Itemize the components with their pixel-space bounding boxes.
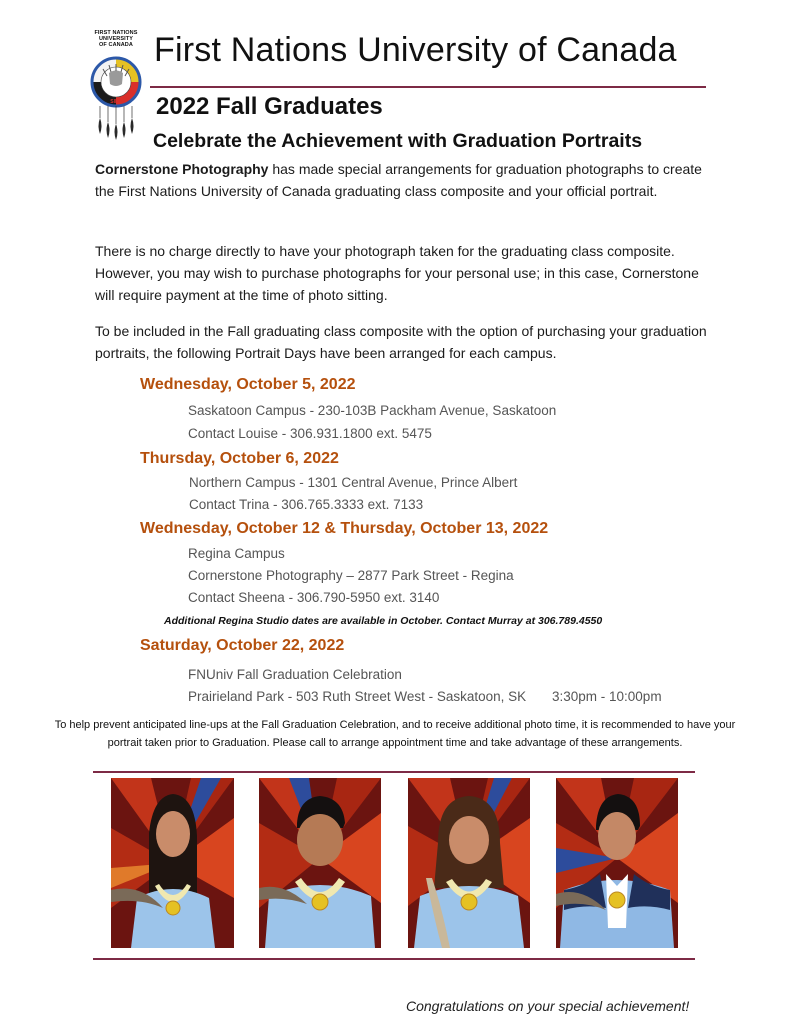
portrait-day-4-location: Prairieland Park - 503 Ruth Street West - Saskatoon, SK bbox=[188, 689, 527, 704]
portrait-day-4-time: 3:30pm - 10:00pm bbox=[552, 689, 662, 704]
portrait-day-3-contact: Contact Sheena - 306.790-5950 ext. 3140 bbox=[188, 590, 440, 605]
graduate-portrait-2 bbox=[259, 778, 381, 948]
graduate-portrait-4 bbox=[556, 778, 678, 948]
regina-studio-note: Additional Regina Studio dates are available in October. Contact Murray at 306.789.4550 bbox=[164, 615, 603, 627]
intro-paragraph-2: There is no charge directly to have your photograph taken for the graduating class composite. However, you may wish to purchase photographs for your personal use; in this case, Cornerstone will require payment at the time of photo sitting. bbox=[95, 243, 699, 303]
graduate-portrait-3 bbox=[408, 778, 530, 948]
intro-paragraph-3: To be included in the Fall graduating class composite with the option of purchasing your graduation portraits, the following Portrait Days have been arranged for each campus. bbox=[95, 323, 707, 361]
university-logo bbox=[88, 30, 144, 142]
logo-seal-text: SIFC bbox=[110, 99, 122, 105]
portrait-day-2-date: Thursday, October 6, 2022 bbox=[140, 450, 339, 467]
title-divider bbox=[150, 86, 706, 88]
photos-bottom-divider bbox=[93, 958, 695, 960]
portrait-day-1-date: Wednesday, October 5, 2022 bbox=[140, 376, 356, 393]
graduate-portrait-1 bbox=[111, 778, 234, 948]
logo-line-2: UNIVERSITY bbox=[98, 36, 133, 42]
portrait-day-2-contact: Contact Trina - 306.765.3333 ext. 7133 bbox=[189, 497, 424, 512]
portrait-day-2-location: Northern Campus - 1301 Central Avenue, Prince Albert bbox=[189, 475, 518, 490]
page-subtitle: Celebrate the Achievement with Graduation Portraits bbox=[153, 130, 643, 152]
portrait-day-3-location: Cornerstone Photography – 2877 Park Street - Regina bbox=[188, 568, 514, 583]
portrait-day-3-date: Wednesday, October 12 & Thursday, October 13, 2022 bbox=[140, 520, 549, 537]
intro-paragraph-1 bbox=[95, 158, 720, 202]
congratulations-message: Congratulations on your special achievement! bbox=[406, 998, 690, 1014]
photographer-name: Cornerstone Photography bbox=[95, 161, 269, 177]
advice-note: To help prevent anticipated line-ups at the Fall Graduation Celebration, and to receive additional photo time, it is recommended to have your portrait taken prior to Graduation. Please call to arrange appointment time and take advantage of these arrangements. bbox=[54, 719, 736, 749]
logo-line-1: FIRST NATIONS bbox=[94, 30, 138, 36]
page-title: 2022 Fall Graduates bbox=[156, 93, 383, 120]
intro-paragraph-1-text: has made special arrangements for graduation photographs to create the First Nations University of Canada graduating class composite and your official portrait. bbox=[95, 161, 702, 199]
university-name: First Nations University of Canada bbox=[154, 31, 677, 69]
logo-line-3: OF CANADA bbox=[99, 42, 133, 48]
portrait-day-1-location: Saskatoon Campus - 230-103B Packham Avenue, Saskatoon bbox=[188, 403, 557, 418]
portrait-day-4-event: FNUniv Fall Graduation Celebration bbox=[188, 667, 402, 682]
portrait-day-1-contact: Contact Louise - 306.931.1800 ext. 5475 bbox=[188, 426, 432, 441]
portrait-day-3-campus: Regina Campus bbox=[188, 546, 285, 561]
photos-top-divider bbox=[93, 771, 695, 773]
portrait-day-4-date: Saturday, October 22, 2022 bbox=[140, 637, 345, 654]
medicine-wheel-icon bbox=[88, 30, 144, 142]
